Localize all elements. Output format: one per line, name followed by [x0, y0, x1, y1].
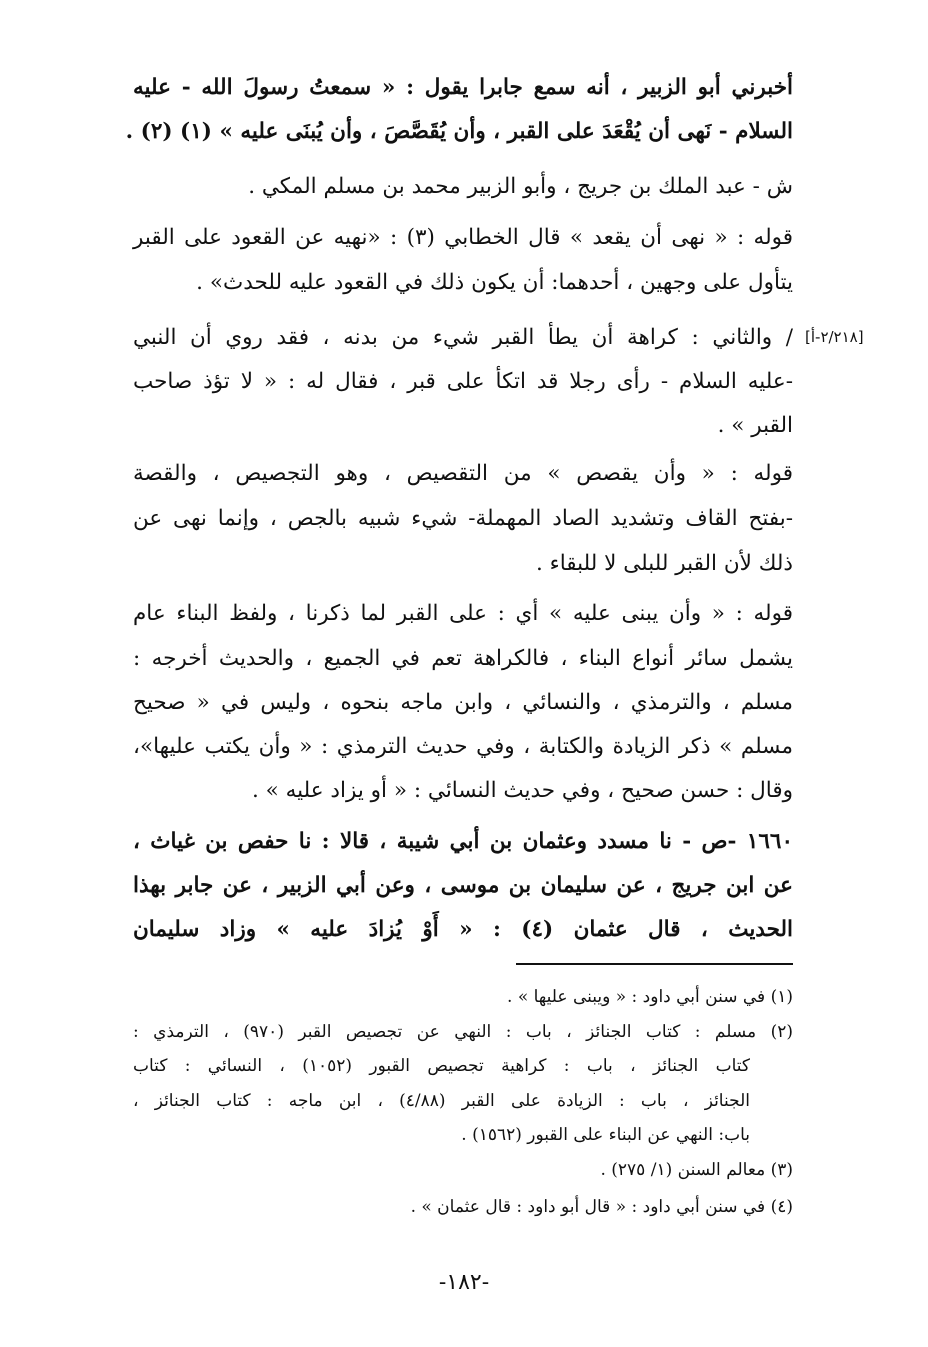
text-line: ذلك لأن القبر للبلى لا للبقاء . [535, 551, 793, 576]
margin-marker: [٢/٢١٨-أ] [805, 328, 864, 346]
text-line: قوله : « وأن يبنى عليه » أي : على القبر لما ذكرنا ، ولفظ البناء عام [133, 601, 793, 626]
text-line: السلام - نَهى أن يُقْعَدَ على القبر ، وأن يُقَصَّصَ ، وأن يُبنَى عليه » (١) (٢) . [125, 119, 793, 144]
footnote-line: باب: النهي عن البناء على القبور (١٥٦٢) . [461, 1125, 750, 1145]
text-line: يتأول على وجهين ، أحدهما: أن يكون ذلك في القعود عليه للحدث» . [196, 270, 793, 295]
text-line: أخبرني أبو الزبير ، أنه سمع جابرا يقول : « سمعتُ رسولَ الله - عليه [133, 75, 793, 100]
text-line: / والثاني : كراهة أن يطأ القبر شيء من بدنه ، فقد روي أن النبي [133, 325, 793, 350]
footnote-separator [516, 963, 793, 965]
footnote-line: (٤) في سنن أبي داود : « قال أبو داود : قال عثمان » . [410, 1197, 793, 1217]
text-line: مسلم » ذكر الزيادة والكتابة ، وفي حديث الترمذي : « وأن يكتب عليها»، [133, 734, 793, 759]
footnote-line: (٢) مسلم : كتاب الجنائز ، باب : النهي عن تجصيص القبر (٩٧٠) ، الترمذي : [133, 1022, 793, 1042]
text-line: مسلم ، والترمذي ، والنسائي ، وابن ماجه بنحوه ، وليس في « صحيح [133, 690, 793, 715]
text-line: الحديث ، قال عثمان (٤) : « أَوْ يُزادَ عليه » وزاد سليمان [133, 917, 793, 942]
text-line: عن ابن جريج ، عن سليمان بن موسى ، وعن أبي الزبير ، عن جابر بهذا [133, 873, 793, 898]
text-line: -بفتح القاف وتشديد الصاد المهملة- شيء شبيه بالجص ، وإنما نهى عن [133, 506, 793, 531]
footnote-line: (٣) معالم السنن (١/ ٢٧٥) . [600, 1160, 793, 1180]
text-line: -عليه السلام - رأى رجلا قد اتكأ على قبر ، فقال له : « لا تؤذ صاحب [133, 369, 793, 394]
text-line: ١٦٦٠ -ص - نا مسدد وعثمان بن أبي شيبة ، قالا : نا حفص بن غياث ، [133, 829, 793, 854]
text-line: ش - عبد الملك بن جريج ، وأبو الزبير محمد بن مسلم المكي . [248, 174, 793, 199]
text-line: القبر » . [717, 413, 793, 438]
footnote-line: كتاب الجنائز ، باب : كراهية تجصيص القبور (١٠٥٢) ، النسائي : كتاب [133, 1056, 750, 1076]
text-line: قوله : « وأن يقصص » من التقصيص ، وهو التجصيص ، والقصة [133, 461, 793, 486]
page-number: -١٨٢- [438, 1270, 490, 1295]
footnote-line: الجنائز ، باب : الزيادة على القبر (٤/٨٨) ، ابن ماجه : كتاب الجنائز ، [133, 1091, 750, 1111]
text-line: يشمل سائر أنواع البناء ، فالكراهة تعم في الجميع ، والحديث أخرجه : [133, 646, 793, 671]
text-line: وقال : حسن صحيح ، وفي حديث النسائي : « أو يزاد عليه » . [251, 778, 793, 803]
footnote-line: (١) في سنن أبي داود : « ويبنى عليها » . [507, 987, 793, 1007]
text-line: قوله : « نهى أن يقعد » قال الخطابي (٣) : «نهيه عن القعود على القبر [133, 225, 794, 250]
